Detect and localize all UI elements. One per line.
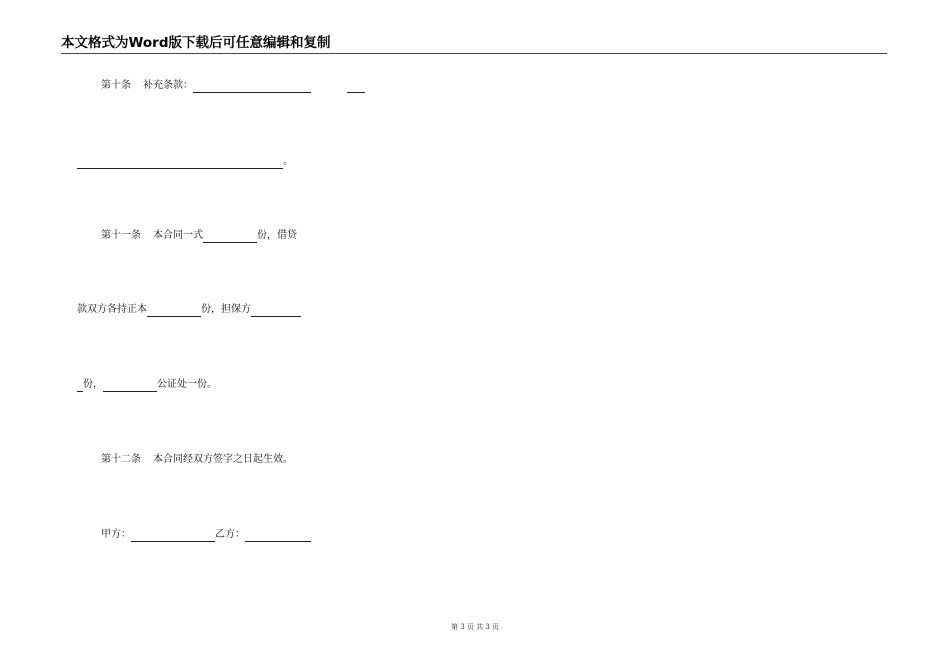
copies-blank xyxy=(203,231,257,243)
party-a-label: 甲方： xyxy=(101,529,131,540)
original-copies-blank xyxy=(147,305,201,317)
article-11-text3: 款双方各持正本 xyxy=(77,304,147,315)
signature-line xyxy=(77,528,311,542)
supplement-blank-3 xyxy=(77,157,283,169)
party-a-blank xyxy=(131,530,215,542)
article-11-text6: 公证处一份。 xyxy=(157,379,217,390)
supplement-blank xyxy=(193,81,311,93)
article-10-label: 第十条 xyxy=(101,80,131,91)
other-copies-blank xyxy=(103,380,157,392)
article-10-continuation xyxy=(77,155,293,169)
article-11-text1: 本合同一式 xyxy=(153,230,203,241)
article-12-text: 本合同经双方签字之日起生效。 xyxy=(153,454,293,465)
supplement-blank-2 xyxy=(347,81,365,93)
page-number: 第 3 页 共 3 页 xyxy=(450,623,500,631)
header-title: 本文格式为Word版下载后可任意编辑和复制 xyxy=(61,35,331,51)
article-11-text4: 份，担保方 xyxy=(201,304,251,315)
guarantor-copies-blank xyxy=(251,305,301,317)
document-header xyxy=(61,34,887,54)
article-11-line-3 xyxy=(77,378,217,392)
party-b-blank xyxy=(245,530,311,542)
article-11-label: 第十一条 xyxy=(101,230,141,241)
article-10-line xyxy=(77,79,365,93)
article-12-line xyxy=(77,453,293,467)
article-11-text5: 份， xyxy=(83,379,103,390)
article-11-line xyxy=(77,229,297,243)
party-b-label: 乙方： xyxy=(215,529,245,540)
article-11-text2: 份，借贷 xyxy=(257,230,297,241)
article-10-text: 补充条款： xyxy=(143,80,193,91)
article-12-label: 第十二条 xyxy=(101,454,141,465)
article-11-line-2 xyxy=(77,303,301,317)
article-10-end: 。 xyxy=(283,156,293,167)
